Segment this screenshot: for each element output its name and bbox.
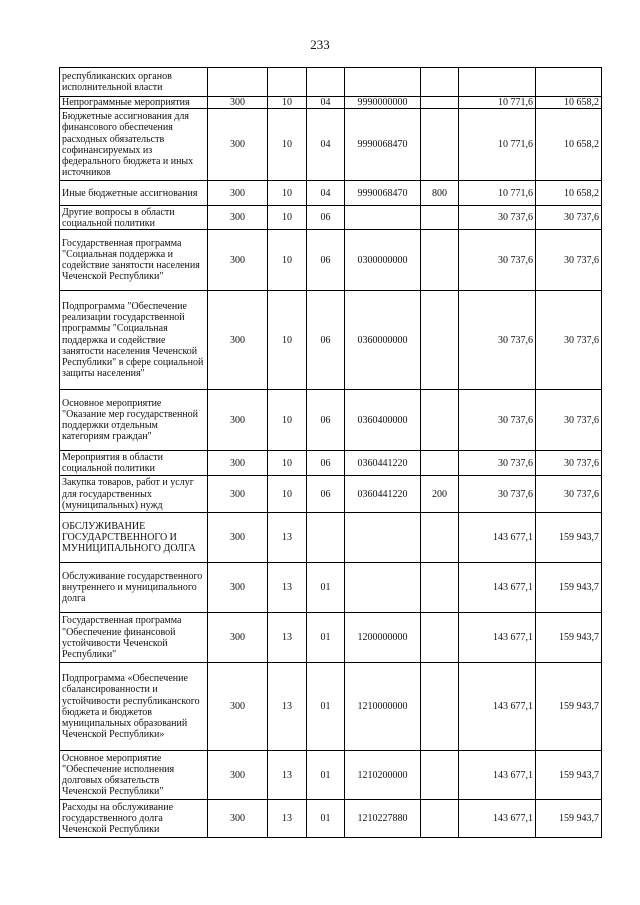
row-sum-year2: 30 737,6 — [536, 291, 602, 390]
row-section — [268, 68, 307, 97]
row-subsection: 04 — [307, 109, 345, 181]
row-sum-year1: 10 771,6 — [459, 181, 536, 206]
row-sum-year1: 30 737,6 — [459, 291, 536, 390]
table-row — [60, 451, 602, 476]
row-section: 10 — [268, 206, 307, 230]
row-sum-year1: 30 737,6 — [459, 390, 536, 451]
row-sum-year1: 143 677,1 — [459, 613, 536, 663]
row-expense-type: 800 — [421, 181, 459, 206]
row-sum-year1: 30 737,6 — [459, 451, 536, 476]
row-section: 10 — [268, 109, 307, 181]
row-target-article: 1200000000 — [345, 613, 421, 663]
row-subsection: 06 — [307, 476, 345, 513]
row-subsection: 06 — [307, 230, 345, 291]
row-expense-type: 200 — [421, 476, 459, 513]
row-sum-year2: 159 943,7 — [536, 513, 602, 563]
row-section: 13 — [268, 513, 307, 563]
row-sum-year1: 143 677,1 — [459, 751, 536, 800]
table-row — [60, 181, 602, 206]
row-subsection: 01 — [307, 800, 345, 838]
row-sum-year1: 143 677,1 — [459, 663, 536, 751]
row-sum-year2: 10 658,2 — [536, 109, 602, 181]
row-subsection — [307, 513, 345, 563]
row-admin-code: 300 — [208, 751, 268, 800]
row-subsection: 01 — [307, 751, 345, 800]
row-target-article: 9990068470 — [345, 109, 421, 181]
row-name: Расходы на обслуживание государственного долга Чеченской Республики — [60, 800, 208, 838]
table-row — [60, 513, 602, 563]
row-expense-type — [421, 613, 459, 663]
row-target-article: 0360400000 — [345, 390, 421, 451]
row-target-article: 9990000000 — [345, 97, 421, 109]
row-expense-type — [421, 68, 459, 97]
row-sum-year2: 159 943,7 — [536, 751, 602, 800]
row-subsection: 01 — [307, 663, 345, 751]
row-admin-code: 300 — [208, 390, 268, 451]
row-name: Бюджетные ассигнования для финансового обеспечения расходных обязательств софинансируемых из федерального бюджета и иных источников — [60, 109, 208, 181]
row-target-article — [345, 206, 421, 230]
row-name: Подпрограмма «Обеспечение сбалансированности и устойчивости республиканского бюджета и бюджетов муниципальных образований Чеченской Республики» — [60, 663, 208, 751]
table-row — [60, 800, 602, 838]
row-section: 10 — [268, 230, 307, 291]
row-section: 10 — [268, 97, 307, 109]
row-name: Государственная программа "Социальная поддержка и содействие занятости населения Чеченской Республики" — [60, 230, 208, 291]
row-sum-year2: 30 737,6 — [536, 390, 602, 451]
row-sum-year1: 30 737,6 — [459, 230, 536, 291]
row-subsection: 06 — [307, 390, 345, 451]
row-subsection: 01 — [307, 613, 345, 663]
table-row — [60, 663, 602, 751]
row-admin-code: 300 — [208, 291, 268, 390]
row-admin-code: 300 — [208, 109, 268, 181]
row-sum-year2: 30 737,6 — [536, 206, 602, 230]
row-section: 10 — [268, 451, 307, 476]
row-section: 10 — [268, 476, 307, 513]
row-admin-code: 300 — [208, 476, 268, 513]
row-expense-type — [421, 513, 459, 563]
row-sum-year1: 143 677,1 — [459, 800, 536, 838]
row-target-article — [345, 68, 421, 97]
row-section: 10 — [268, 181, 307, 206]
row-target-article: 9990068470 — [345, 181, 421, 206]
row-admin-code: 300 — [208, 513, 268, 563]
row-section: 13 — [268, 663, 307, 751]
row-subsection: 06 — [307, 451, 345, 476]
row-target-article: 0360441220 — [345, 451, 421, 476]
table-row — [60, 613, 602, 663]
row-target-article: 0360000000 — [345, 291, 421, 390]
table-row — [60, 476, 602, 513]
row-section: 13 — [268, 751, 307, 800]
row-sum-year1 — [459, 68, 536, 97]
table-row — [60, 109, 602, 181]
row-sum-year2 — [536, 68, 602, 97]
row-name: Подпрограмма "Обеспечение реализации государственной программы "Социальная поддержка и содействие занятости населения Чеченской Республики" в сфере социальной защиты населения" — [60, 291, 208, 390]
row-sum-year2: 159 943,7 — [536, 800, 602, 838]
budget-table-body — [60, 68, 602, 838]
row-name: Государственная программа "Обеспечение финансовой устойчивости Чеченской Республики" — [60, 613, 208, 663]
row-name: Обслуживание государственного внутреннего и муниципального долга — [60, 563, 208, 613]
row-sum-year2: 159 943,7 — [536, 563, 602, 613]
row-target-article: 0300000000 — [345, 230, 421, 291]
row-name: Мероприятия в области социальной политики — [60, 451, 208, 476]
row-admin-code: 300 — [208, 451, 268, 476]
row-sum-year2: 159 943,7 — [536, 663, 602, 751]
row-section: 10 — [268, 291, 307, 390]
table-row — [60, 68, 602, 97]
row-expense-type — [421, 109, 459, 181]
table-row — [60, 230, 602, 291]
row-name: Непрограммные мероприятия — [60, 97, 208, 109]
row-admin-code: 300 — [208, 800, 268, 838]
row-name: республиканских органов исполнительной власти — [60, 68, 208, 97]
table-row — [60, 390, 602, 451]
row-sum-year2: 30 737,6 — [536, 230, 602, 291]
row-target-article — [345, 513, 421, 563]
row-subsection — [307, 68, 345, 97]
row-admin-code: 300 — [208, 230, 268, 291]
row-sum-year1: 10 771,6 — [459, 109, 536, 181]
row-admin-code — [208, 68, 268, 97]
table-row — [60, 291, 602, 390]
row-target-article: 1210227880 — [345, 800, 421, 838]
row-target-article: 1210000000 — [345, 663, 421, 751]
row-section: 13 — [268, 563, 307, 613]
row-section: 10 — [268, 390, 307, 451]
row-expense-type — [421, 97, 459, 109]
row-expense-type — [421, 663, 459, 751]
row-section: 13 — [268, 800, 307, 838]
table-row — [60, 563, 602, 613]
row-section: 13 — [268, 613, 307, 663]
row-expense-type — [421, 291, 459, 390]
row-sum-year1: 143 677,1 — [459, 563, 536, 613]
row-name: Другие вопросы в области социальной политики — [60, 206, 208, 230]
row-admin-code: 300 — [208, 613, 268, 663]
row-admin-code: 300 — [208, 97, 268, 109]
row-admin-code: 300 — [208, 181, 268, 206]
row-sum-year1: 30 737,6 — [459, 206, 536, 230]
row-expense-type — [421, 451, 459, 476]
row-expense-type — [421, 230, 459, 291]
row-expense-type — [421, 563, 459, 613]
row-name: Основное мероприятие "Обеспечение исполнения долговых обязательств Чеченской Республики" — [60, 751, 208, 800]
row-target-article: 0360441220 — [345, 476, 421, 513]
row-name: Иные бюджетные ассигнования — [60, 181, 208, 206]
row-target-article: 1210200000 — [345, 751, 421, 800]
row-name: Основное мероприятие "Оказание мер государственной поддержки отдельным категориям граждан" — [60, 390, 208, 451]
row-subsection: 01 — [307, 563, 345, 613]
row-expense-type — [421, 206, 459, 230]
table-row — [60, 751, 602, 800]
row-sum-year2: 10 658,2 — [536, 181, 602, 206]
page-number: 233 — [310, 37, 330, 52]
row-sum-year1: 143 677,1 — [459, 513, 536, 563]
row-sum-year2: 10 658,2 — [536, 97, 602, 109]
row-subsection: 06 — [307, 206, 345, 230]
row-sum-year2: 30 737,6 — [536, 451, 602, 476]
row-sum-year2: 30 737,6 — [536, 476, 602, 513]
row-expense-type — [421, 390, 459, 451]
row-sum-year1: 10 771,6 — [459, 97, 536, 109]
table-row — [60, 206, 602, 230]
row-subsection: 06 — [307, 291, 345, 390]
row-admin-code: 300 — [208, 206, 268, 230]
row-sum-year2: 159 943,7 — [536, 613, 602, 663]
row-expense-type — [421, 800, 459, 838]
row-admin-code: 300 — [208, 663, 268, 751]
row-sum-year1: 30 737,6 — [459, 476, 536, 513]
row-target-article — [345, 563, 421, 613]
row-admin-code: 300 — [208, 563, 268, 613]
row-name: ОБСЛУЖИВАНИЕ ГОСУДАРСТВЕННОГО И МУНИЦИПАЛЬНОГО ДОЛГА — [60, 513, 208, 563]
table-row — [60, 97, 602, 109]
row-expense-type — [421, 751, 459, 800]
row-subsection: 04 — [307, 181, 345, 206]
row-subsection: 04 — [307, 97, 345, 109]
row-name: Закупка товаров, работ и услуг для государственных (муниципальных) нужд — [60, 476, 208, 513]
budget-table — [59, 67, 602, 838]
